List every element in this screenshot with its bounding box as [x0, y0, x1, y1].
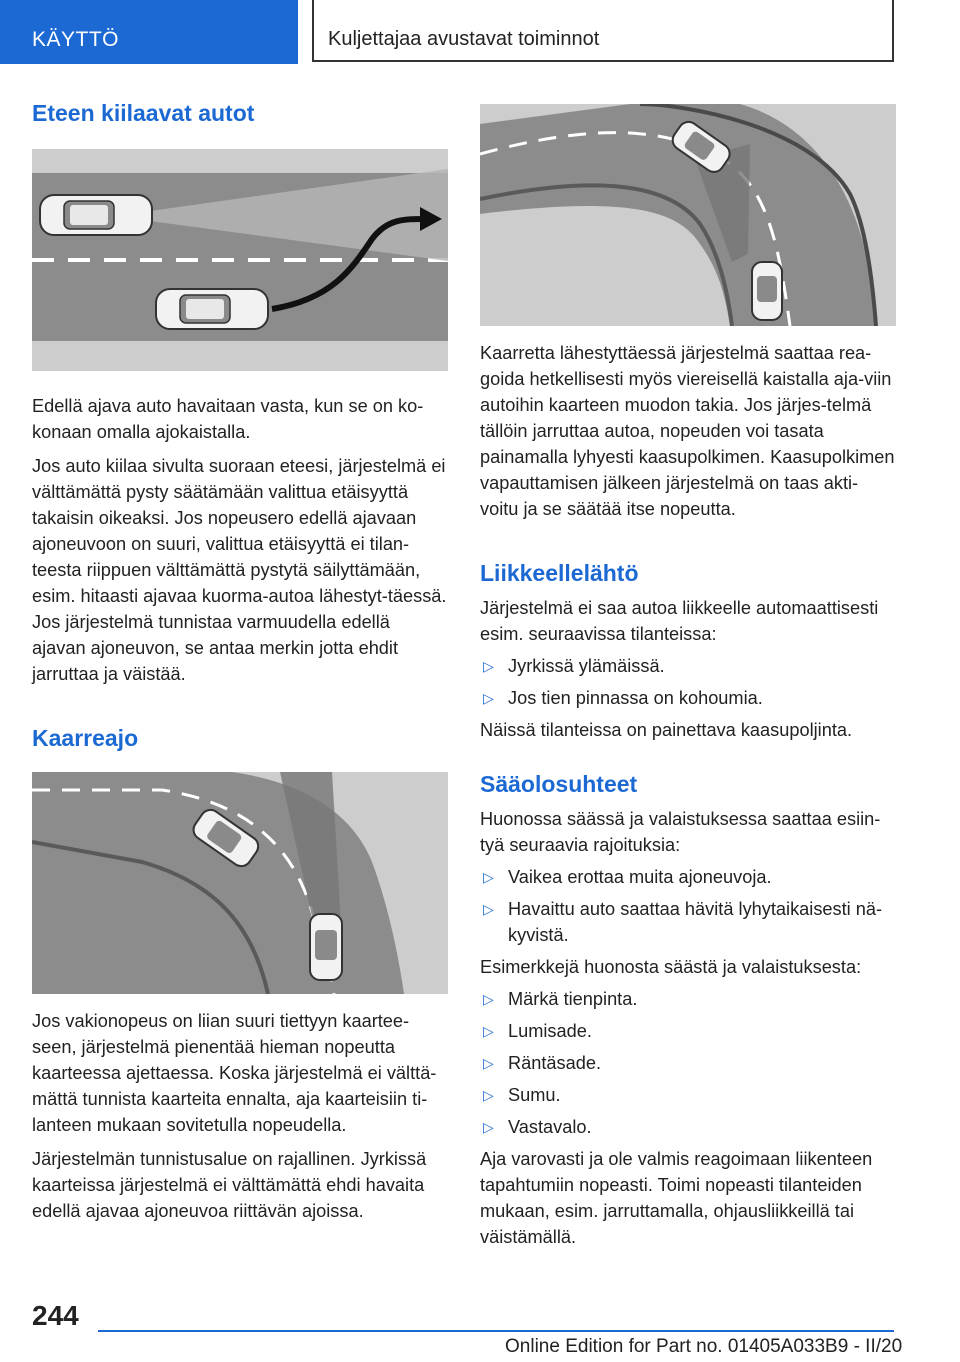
section-title-cornering: Kaarreajo: [32, 725, 139, 751]
curve-car-bottom: [310, 914, 342, 980]
header-section-tab: [0, 0, 298, 64]
list-item: ▷ Jos tien pinnassa on kohoumia.: [480, 685, 896, 711]
cut-in-car: [156, 289, 268, 329]
list-item: ▷ Havaittu auto saattaa hävitä lyhytaikaisesti nä‐kyvistä.: [480, 896, 896, 948]
footer-edition: Online Edition for Part no. 01405A033B9 - II/20: [505, 1336, 903, 1357]
triangle-bullet-icon: ▷: [483, 901, 494, 917]
curve2-car-bottom: [752, 262, 782, 320]
triangle-bullet-icon: ▷: [483, 1087, 494, 1103]
lead-car: [40, 195, 152, 235]
list-item: ▷ Vaikea erottaa muita ajoneuvoja.: [480, 864, 896, 890]
list-item: ▷ Sumu.: [480, 1082, 896, 1108]
footer-divider: [98, 1330, 894, 1332]
header-chapter-box: [312, 0, 894, 62]
weather-limitations-list: [480, 864, 896, 948]
triangle-bullet-icon: ▷: [483, 1023, 494, 1039]
weather-closing: Aja varovasti ja ole valmis reagoimaan liikenteen tapahtumiin nopeasti. Toimi nopeasti tilanteiden mukaan, esim. jarruttamalla, ohjausliikkeillä tai väistämällä.: [480, 1149, 873, 1247]
triangle-bullet-icon: ▷: [483, 658, 494, 674]
start-outro: Näissä tilanteissa on painettava kaasupoljinta.: [480, 720, 853, 740]
cornering-paragraph-1: Jos vakionopeus on liian suuri tiettyyn kaartee‐seen, järjestelmä pienentää hieman nopeutta kaarteessa ajettaessa. Koska järjestelmä ei välttä‐mättä tunnista kaarteita ennalta, aja kaarteisiin ti‐lanteen mukaan sovitetulla nopeudella.: [32, 1011, 437, 1135]
list-item: ▷ Lumisade.: [480, 1018, 896, 1044]
list-item: ▷ Märkä tienpinta.: [480, 986, 896, 1012]
list-item: ▷ Räntäsade.: [480, 1050, 896, 1076]
weather-intro: Huonossa säässä ja valaistuksessa saattaa esiin‐tyä seuraavia rajoituksia:: [480, 809, 881, 855]
cut-in-paragraph-2: Jos auto kiilaa sivulta suoraan eteesi, järjestelmä ei välttämättä pysty säätämään valittua etäisyyttä takaisin oikeaksi. Jos nopeusero edellä ajavaan ajoneuvoon on suuri, valittua etäisyyttä ei tilan‐teesta riippuen välttämättä pystytä säilyttämään, esim. hitaasti ajavaa kuorma-autoa lähestyt‐täessä. Jos järjestelmä tunnistaa varmuudella edellä ajavan ajoneuvon, se antaa merkin jotta ehdit jarruttaa ja väistää.: [32, 456, 447, 684]
curve-reaction-paragraph: Kaarretta lähestyttäessä järjestelmä saattaa rea‐goida hetkellisesti myös viereisellä kaistalla aja‐viin autoihin kaarteen muodon takia. Jos järjes‐telmä tällöin jarruttaa autoa, nopeuden voi tasata painamalla lyhyesti kaasupolkimen. Kaasupolkimen vapauttamisen jälkeen järjestelmä on taas akti‐voitu ja se säätää itse nopeutta.: [480, 343, 895, 519]
list-item: ▷ Jyrkissä ylämäissä.: [480, 653, 896, 679]
cornering-paragraph-2: Järjestelmän tunnistusalue on rajallinen. Jyrkissä kaarteissa järjestelmä ei välttämättä ehdi havaita edellä ajavaa ajoneuvoa riittävän ajoissa.: [32, 1149, 427, 1221]
cornering-illustration-1: [32, 772, 448, 994]
triangle-bullet-icon: ▷: [483, 1119, 494, 1135]
weather-examples-intro: Esimerkkejä huonosta säästä ja valaistuksesta:: [480, 957, 862, 977]
triangle-bullet-icon: ▷: [483, 690, 494, 706]
triangle-bullet-icon: ▷: [483, 1055, 494, 1071]
start-intro: Järjestelmä ei saa autoa liikkeelle automaattisesti esim. seuraavissa tilanteissa:: [480, 598, 879, 644]
right-column: [480, 104, 896, 1250]
section-title-weather: Sääolosuhteet: [480, 771, 638, 797]
section-title-cut-in: Eteen kiilaavat autot: [32, 100, 255, 126]
weather-examples-list: [480, 986, 896, 1140]
section-title-start: Liikkeellelähtö: [480, 560, 639, 586]
triangle-bullet-icon: ▷: [483, 991, 494, 1007]
left-column: [32, 100, 448, 1224]
cut-in-paragraph-1: Edellä ajava auto havaitaan vasta, kun se on ko‐konaan omalla ajokaistalla.: [32, 396, 424, 442]
header-section-label: KÄYTTÖ: [32, 28, 120, 51]
cornering-illustration-2: [480, 104, 896, 326]
triangle-bullet-icon: ▷: [483, 869, 494, 885]
page-number: 244: [32, 1300, 79, 1331]
header-chapter-label: Kuljettajaa avustavat toiminnot: [328, 28, 600, 50]
start-list: [480, 653, 896, 711]
list-item: ▷ Vastavalo.: [480, 1114, 896, 1140]
cut-in-illustration: [32, 149, 448, 371]
